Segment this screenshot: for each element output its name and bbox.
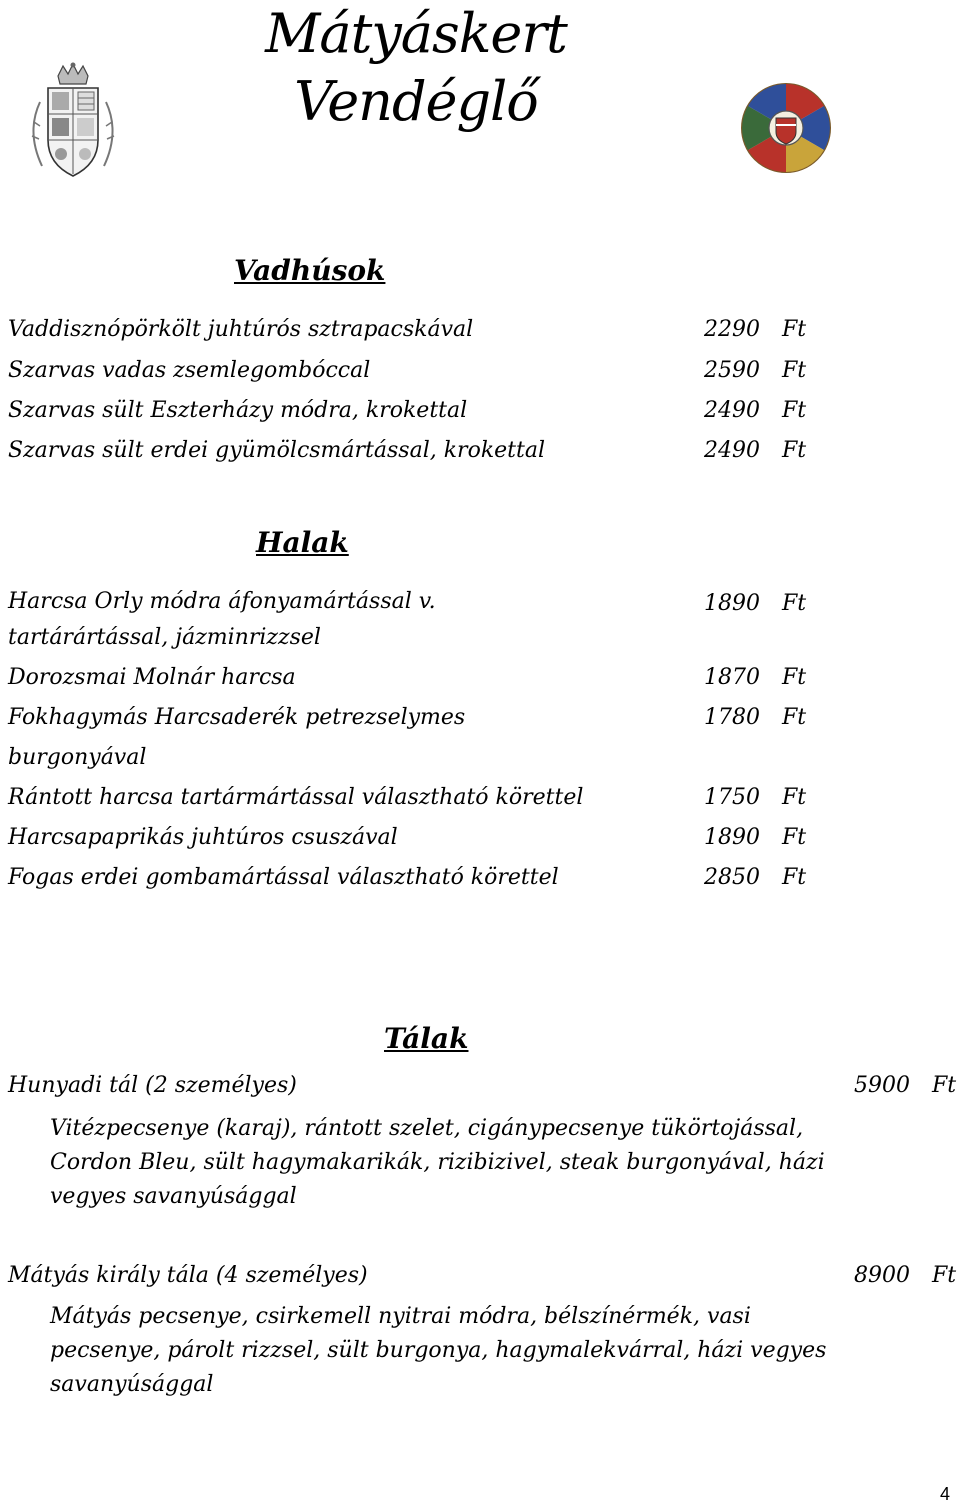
section-heading-talak: Tálak [384, 1022, 469, 1055]
page-title-line1: Mátyáskert [265, 2, 567, 65]
menu-item-name: Fogas erdei gombamártással választható körettel [8, 865, 559, 890]
menu-item-price: 1780 Ft [704, 705, 807, 730]
menu-item-name: Szarvas sült Eszterházy módra, krokettal [8, 398, 468, 423]
platter-description: Mátyás pecsenye, csirkemell nyitrai módra, bélszínérmék, vasi pecsenye, párolt rizzsel, sült burgonya, hagymalekvárral, házi vegyes savanyúsággal [50, 1304, 827, 1397]
platter-price: 8900 Ft [854, 1263, 957, 1288]
menu-item-name: Harcsa Orly módra áfonyamártással v. tartárártással, jázminrizzsel [8, 589, 436, 650]
platter-description: Vitézpecsenye (karaj), rántott szelet, cigánypecsenye tükörtojással, Cordon Bleu, sült hagymakarikák, rizibizivel, steak burgonyával, házi vegyes savanyúsággal [50, 1116, 825, 1209]
menu-item-name: Dorozsmai Molnár harcsa [8, 665, 296, 690]
menu-item-price: 2490 Ft [704, 438, 807, 463]
page-title-line2: Vendéglő [294, 70, 538, 133]
menu-item-name: Harcsapaprikás juhtúros csuszával [8, 825, 398, 850]
platter-name: Mátyás király tála (4 személyes) [8, 1263, 368, 1288]
menu-item-price: 1870 Ft [704, 665, 807, 690]
section-heading-vadhusok: Vadhúsok [234, 254, 386, 287]
platter-name: Hunyadi tál (2 személyes) [8, 1073, 297, 1098]
menu-item-price: 2850 Ft [704, 865, 807, 890]
menu-item-name: Vaddisznópörkölt juhtúrós sztrapacskával [8, 317, 474, 342]
menu-item-price: 2490 Ft [704, 398, 807, 423]
royal-coat-of-arms-icon [18, 62, 128, 182]
menu-item-name: Fokhagymás Harcsaderék petrezselymes burgonyával [8, 705, 466, 770]
platter-price: 5900 Ft [854, 1073, 957, 1098]
section-heading-halak: Halak [256, 526, 349, 559]
round-heraldic-seal-icon [740, 82, 832, 174]
page-number: 4 [940, 1484, 951, 1504]
menu-item-price: 2290 Ft [704, 317, 807, 342]
menu-item-name: Szarvas vadas zsemlegombóccal [8, 358, 371, 383]
menu-item-price: 1890 Ft [704, 591, 807, 616]
menu-item-price: 1890 Ft [704, 825, 807, 850]
menu-item-price: 1750 Ft [704, 785, 807, 810]
menu-item-name: Szarvas sült erdei gyümölcsmártással, krokettal [8, 438, 546, 463]
menu-item-name: Rántott harcsa tartármártással választható körettel [8, 785, 584, 810]
menu-item-price: 2590 Ft [704, 358, 807, 383]
